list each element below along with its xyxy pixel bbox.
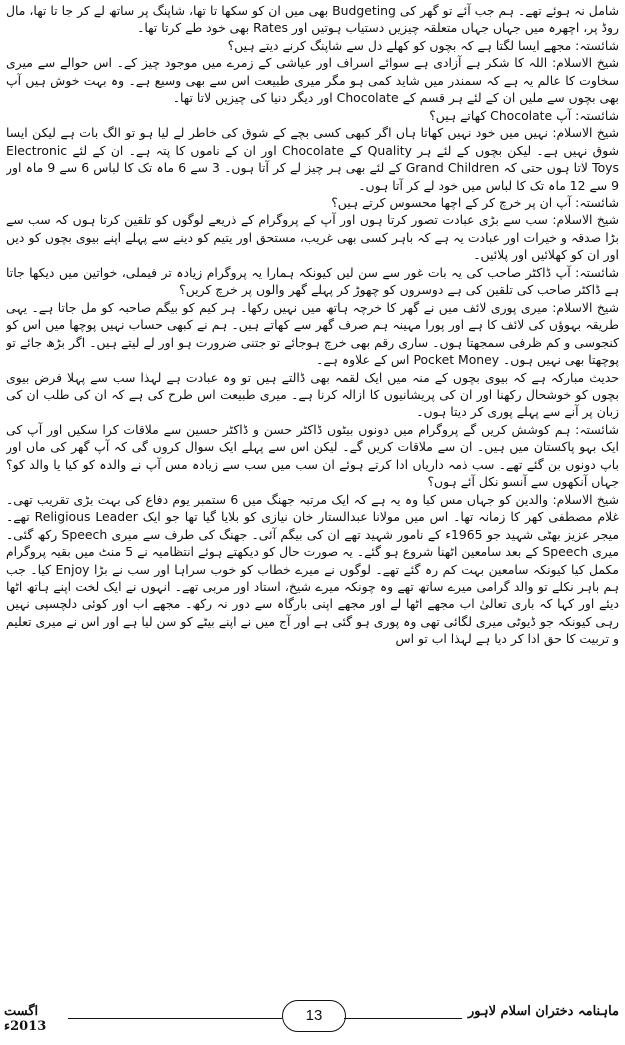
paragraph: شیخ الاسلام: سب سے بڑی عبادت تصور کرتا ہوں اور آپ کے پروگرام کے ذریعے لوگوں کو تلقین کرتا ہوں کہ سب سے بڑا صدقہ و خیرات اور عبادت یہ ہے کہ باہر کسی بھی غریب، مستحق اور یتیم کو دینے سے پہلے اپنے بیوی بچوں کو دیں اور ان کو کھلائیں اور پلائیں۔ bbox=[6, 212, 619, 263]
footer-rule bbox=[68, 1018, 282, 1019]
paragraph: شائستہ: آپ ان پر خرچ کر کے اچھا محسوس کرتے ہیں؟ bbox=[331, 194, 619, 210]
paragraph: شامل نہ ہوئے تھے۔ ہم جب آئے تو گھر کی Budgeting بھی میں ان کو سکھا تا تھا، شاپنگ پر ساتھ لے کر جا تا تھا، مال روڈ پر، اچھرہ میں جہاں جہاں متعلقہ چیزیں دستیاب ہوتیں اور Rates بھی خود طے کرتا تھا۔ bbox=[6, 3, 619, 36]
footer-rule bbox=[344, 1018, 462, 1019]
paragraph: شیخ الاسلام: نہیں میں خود نہیں کھاتا ہاں اگر کبھی کسی بچے کے شوق کی خاطر لے لیا ہو تو الگ بات ہے لیکن ایسا شوق نہیں ہے۔ لیکن بچوں کے لئے ہر Quality کے Chocolate اور ان کے ناموں کا پتہ ہے۔ ان کے لئے Electronic Toys لاتا ہوں حتی کہ Grand Children کے لئے بھی ہر چیز لے کر آتا ہوں۔ 3 سے 6 ماہ تک کا لباس 6 سے 9 ماہ اور 9 سے 12 ماہ تک کا لباس میں خود لے کر آتا ہوں۔ bbox=[6, 125, 619, 193]
paragraph: شائستہ: آپ Chocolate کھاتے ہیں؟ bbox=[429, 107, 619, 123]
publication-name: ماہنامہ دختران اسلام لاہور bbox=[468, 1004, 619, 1019]
page-number: 13 bbox=[282, 1000, 346, 1032]
paragraph: شیخ الاسلام: والدین کو جہاں مس کیا وہ یہ ہے کہ ایک مرتبہ جھنگ میں 6 ستمبر یوم دفاع کی بہت بڑی تقریب تھی۔ غلام مصطفی کھر کا زمانہ تھا۔ اس میں مولانا عبدالستار خان نیازی کو بلایا گیا تھا جو ایک Religious Leader تھے۔ میجر عزیز بھٹی شہید جو 1965ء کے نامور شہید تھے ان کی بیگم آئی۔ جھنگ کی طرف سے میری Speech رکھ گئی۔ میری Speech کے بعد سامعین اٹھنا شروع ہو گئے۔ یہ صورت حال کو دیکھتے ہوئے انتظامیہ نے 5 منٹ میں بقیہ پروگرام مکمل کیا کیونکہ سامعین بہت کم رہ گئے تھے۔ لوگوں نے میرے خطاب کو خوب سراہا اور سب نے بڑا Enjoy کیا۔ جب ہم باہر نکلے تو والد گرامی میرے ساتھ تھے وہ چونکہ میرے شیخ، استاد اور مربی تھے۔ انہوں نے ایک لخت اپنے ہاتھ اٹھا دیئے اور کہا کہ باری تعالیٰ اب مجھے اٹھا لے اور مجھے اپنی بارگاہ سے دور نہ رکھ۔ مجھے اب اور کوئی دلچسپی نہیں رہی کیونکہ جو ڈیوٹی میری لگائی تھی وہ پوری ہو گئی ہے اور آج میں نے اپنے بیٹے کو سن لیا ہے اور اس نے میری تعلیم و تربیت کا حق ادا کر دیا ہے لہذا اب تو اس bbox=[6, 491, 619, 647]
article-body bbox=[6, 2, 619, 992]
issue-date: اگست 2013ء bbox=[4, 1004, 47, 1034]
paragraph: شائستہ: مجھے ایسا لگتا ہے کہ بچوں کو کھلے دل سے شاپنگ کرنے دیتے ہیں؟ bbox=[227, 37, 619, 53]
paragraph: شائستہ: ہم کوشش کریں گے پروگرام میں دونوں بیٹوں ڈاکٹر حسن و ڈاکٹر حسین سے ملاقات کرا سکیں اور آپ کی ایک بہو پاکستان میں ہیں۔ ان سے ملاقات کریں گے۔ لیکن اس سے پہلے ایک سوال کروں گی کہ آپ گھر کی ماں اور باپ دونوں بن گئے تھے۔ سب ذمہ داریاں ادا کرتے ہوئے ان سب میں سب سے زیادہ مس آپ نے والدہ کو کیا یا والد کو؟ جہاں آنکھوں سے آنسو نکل آئے ہوں؟ bbox=[6, 421, 619, 490]
paragraph: شیخ الاسلام: اللہ کا شکر ہے آزادی ہے سوائے اسراف اور عیاشی کے زمرے میں موجود چیز کے۔ اس حوالے سے میری سخاوت کا عالم یہ ہے کہ سمندر میں شاید کمی ہو مگر میری طبیعت اس سے بھی وسیع ہے۔ وہ بہت خوش ہیں آپ بھی بچوں سے ملیں ان کے لئے ہر قسم کے Chocolate اور دیگر دنیا کی چیزیں لاتا تھا۔ bbox=[6, 55, 619, 106]
paragraph: حدیث مبارکہ ہے کہ بیوی بچوں کے منہ میں ایک لقمہ بھی ڈالتے ہیں تو وہ عبادت ہے لہذا سب سے پہلا فرض بیوی بچوں کو خوشحال رکھنا اور ان کی پریشانیوں کا ازالہ کرنا ہے۔ میری طبیعت اس طرح کی ہے کہ ان کی طلب ان کی زبان پر آنے سے پہلے پوری کر دیتا ہوں۔ bbox=[6, 369, 619, 420]
paragraph: شائستہ: آپ ڈاکٹر صاحب کی یہ بات غور سے سن لیں کیونکہ ہمارا یہ پروگرام زیادہ تر فیملی، خواتین میں دیکھا جاتا ہے ڈاکٹر صاحب کی تلقین کی ہے دوسروں کو چھوڑ کر پہلے گھر والوں پر خرچ کریں؟ bbox=[6, 264, 619, 298]
page-footer bbox=[0, 994, 625, 1042]
paragraph: شیخ الاسلام: میری پوری لائف میں نے گھر کا خرچہ ہاتھ میں نہیں رکھا۔ ہر کیم کو بیگم صاحبہ کو مل جاتا ہے۔ یہی طریقہ بہوؤں کی لائف کا ہے اور پورا مہینہ ہم صرف گھر سے کھاتے ہیں۔ ہم نے کبھی حساب نہیں پوچھا میں اس کو کنجوسی و کم ظرفی سمجھتا ہوں۔ ساری رقم بھی خرچ ہوجائے تو جتنی ضرورت ہو اور لے لیتے ہیں۔ اگر بڑھ جائے تو پوچھتا بھی نہیں ہوں۔ Pocket Money اس کے علاوہ ہے۔ bbox=[6, 299, 619, 368]
